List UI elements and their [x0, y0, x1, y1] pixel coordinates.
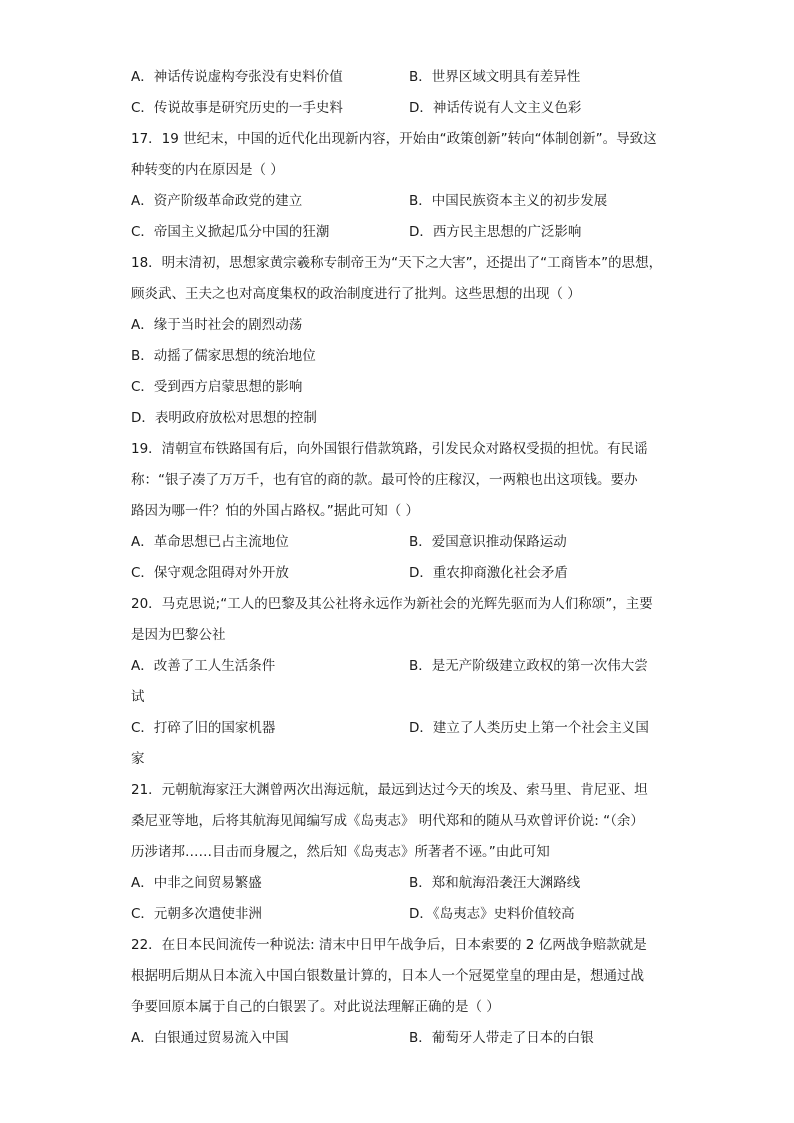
q20-option-b[interactable]: B．是无产阶级建立政权的第一次伟大尝 [409, 658, 648, 674]
q19-options-row-2 [131, 558, 666, 589]
q16-option-b[interactable]: B．世界区域文明具有差异性 [409, 69, 581, 85]
q20-options-row-2 [131, 713, 666, 744]
q19-option-d[interactable]: D．重农抑商激化社会矛盾 [409, 565, 568, 581]
q20-option-a[interactable]: A．改善了工人生活条件 [131, 658, 276, 674]
q21-options-row-2 [131, 899, 666, 930]
q20-stem-line-2: 是因为巴黎公社 [131, 627, 226, 643]
q18-stem-line-2: 顾炎武、王夫之也对高度集权的政治制度进行了批判。这些思想的出现（ ） [131, 286, 581, 302]
q16-option-a[interactable]: A．神话传说虚构夸张没有史料价值 [131, 69, 343, 85]
q20-stem-line-1: 20．马克思说;“工人的巴黎及其公社将永远作为新社会的光辉先驱而为人们称颂”，主要 [131, 596, 653, 612]
q19-option-b[interactable]: B．爱国意识推动保路运动 [409, 534, 567, 550]
q20-option-b-continued[interactable]: 试 [131, 689, 145, 705]
q18-option-c[interactable]: C．受到西方启蒙思想的影响 [131, 379, 303, 395]
q18-option-b[interactable]: B．动摇了儒家思想的统治地位 [131, 348, 316, 364]
q17-option-c[interactable]: C．帝国主义掀起瓜分中国的狂潮 [131, 224, 330, 240]
q21-option-c[interactable]: C．元朝多次遣使非洲 [131, 906, 262, 922]
q17-option-a[interactable]: A．资产阶级革命政党的建立 [131, 193, 303, 209]
q16-options-row-2 [131, 93, 666, 124]
q22-stem-line-1: 22．在日本民间流传一种说法: 清末中日甲午战争后，日本索要的 2 亿两战争赔款就是 [131, 937, 647, 953]
q19-stem-line-1: 19．清朝宣布铁路国有后，向外国银行借款筑路，引发民众对路权受损的担忧。有民谣 [131, 441, 648, 457]
exam-page [131, 62, 666, 1054]
q18-stem-line-1: 18．明末清初，思想家黄宗羲称专制帝王为“天下之大害”，还提出了“工商皆本”的思想， [131, 255, 663, 271]
q21-options-row-1 [131, 868, 666, 899]
q17-option-d[interactable]: D．西方民主思想的广泛影响 [409, 224, 582, 240]
q20-option-d-continued[interactable]: 家 [131, 751, 145, 767]
q22-stem-line-2: 根据明后期从日本流入中国白银数量计算的，日本人一个冠冕堂皇的理由是，想通过战 [131, 968, 644, 984]
q21-stem-line-3: 历涉诸邦……目击而身履之，然后知《岛夷志》所著者不诬。”由此可知 [131, 844, 550, 860]
q16-option-d[interactable]: D．神话传说有人文主义色彩 [409, 100, 582, 116]
q22-option-a[interactable]: A．白银通过贸易流入中国 [131, 1030, 289, 1046]
q17-options-row-2 [131, 217, 666, 248]
q22-options-row-1 [131, 1023, 666, 1054]
q17-stem-line-1: 17．19 世纪末，中国的近代化出现新内容，开始由“政策创新”转向“体制创新”。导致这 [131, 131, 657, 147]
q19-option-a[interactable]: A．革命思想已占主流地位 [131, 534, 289, 550]
q22-option-b[interactable]: B．葡萄牙人带走了日本的白银 [409, 1030, 594, 1046]
q19-option-c[interactable]: C．保守观念阻碍对外开放 [131, 565, 289, 581]
q18-option-a[interactable]: A．缘于当时社会的剧烈动荡 [131, 317, 303, 333]
q17-stem-line-2: 种转变的内在原因是（ ） [131, 162, 284, 178]
q16-option-c[interactable]: C．传说故事是研究历史的一手史料 [131, 100, 343, 116]
q21-stem-line-1: 21．元朝航海家汪大渊曾两次出海远航，最远到达过今天的埃及、索马里、肯尼亚、坦 [131, 782, 648, 798]
q20-option-c[interactable]: C．打碎了旧的国家机器 [131, 720, 276, 736]
q21-option-d[interactable]: D．《岛夷志》史料价值较高 [409, 906, 575, 922]
q21-option-b[interactable]: B．郑和航海沿袭汪大渊路线 [409, 875, 581, 891]
q19-stem-line-2: 称：“银子凑了万万千，也有官的商的款。最可怜的庄稼汉，一两粮也出这项钱。要办 [131, 472, 638, 488]
q20-options-row-1 [131, 651, 666, 682]
q21-option-a[interactable]: A．中非之间贸易繁盛 [131, 875, 262, 891]
q17-option-b[interactable]: B．中国民族资本主义的初步发展 [409, 193, 608, 209]
q19-options-row-1 [131, 527, 666, 558]
q21-stem-line-2: 桑尼亚等地，后将其航海见闻编写成《岛夷志》 明代郑和的随从马欢曾评价说: “（余） [131, 813, 644, 829]
q20-option-d[interactable]: D．建立了人类历史上第一个社会主义国 [409, 720, 649, 736]
q19-stem-line-3: 路因为哪一件？怕的外国占路权。”据此可知（ ） [131, 503, 420, 519]
q18-option-d[interactable]: D．表明政府放松对思想的控制 [131, 410, 317, 426]
q17-options-row-1 [131, 186, 666, 217]
q16-options-row-1 [131, 62, 666, 93]
q22-stem-line-3: 争要回原本属于自己的白银罢了。对此说法理解正确的是（ ） [131, 999, 500, 1015]
